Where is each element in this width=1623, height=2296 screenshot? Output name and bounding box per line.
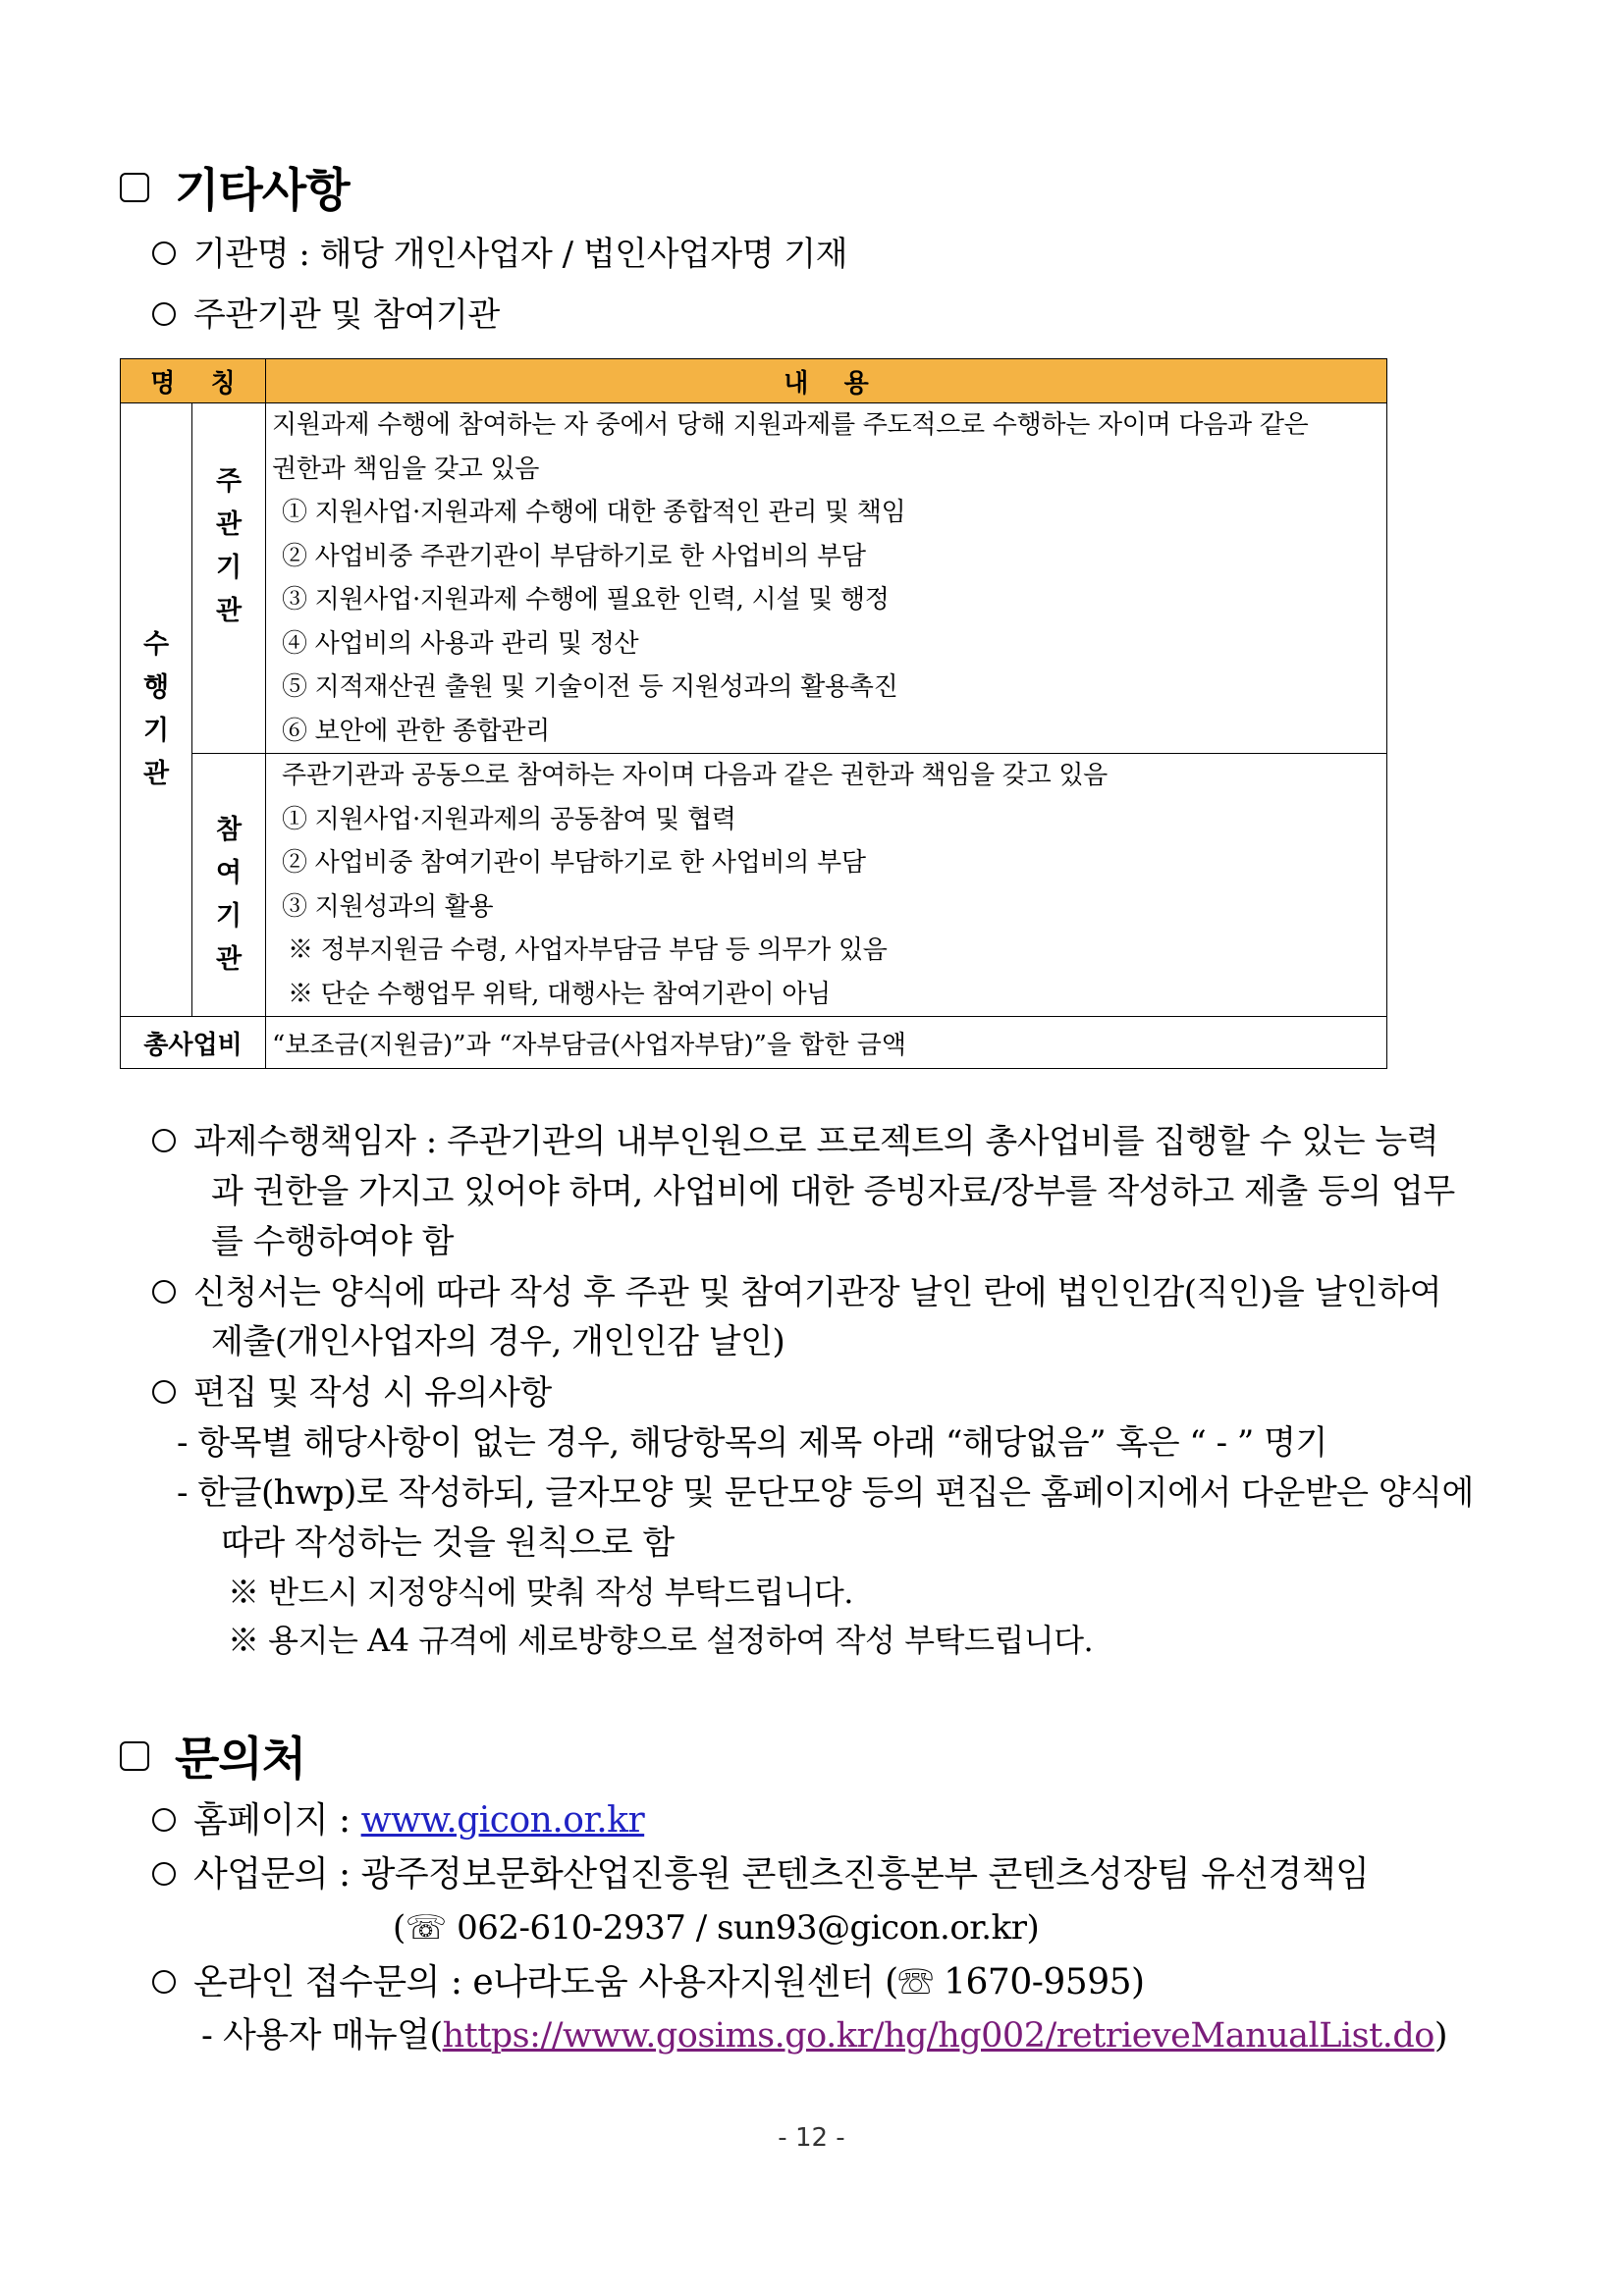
list-item: 과제수행책임자 : 주관기관의 내부인원으로 프로젝트의 총사업비를 집행할 수 있는 능력 — [152, 1125, 1438, 1158]
table-header-row — [121, 359, 1387, 403]
section-heading-contact — [120, 1723, 305, 1789]
participant-content-cell: 주관기관과 공동으로 참여하는 자이며 다음과 같은 권한과 책임을 갖고 있음 ① 지원사업·지원과제의 공동참여 및 협력 ② 사업비중 참여기관이 부담하기로 한 사업비의 부담 ③ 지원성과의 활용 ※ 정부지원금 수령, 사업자부담금 부담 등 의무가 있음 ※ 단순 수행업무 위탁, 대행사는 참여기관이 아님 — [266, 754, 1387, 1017]
dash-item-continuation: 따라 작성하는 것을 원칙으로 함 — [221, 1523, 675, 1563]
list-item-continuation: 를 수행하여야 함 — [211, 1222, 455, 1261]
list-item: 편집 및 작성 시 유의사항 — [152, 1376, 552, 1410]
manual-link[interactable]: https://www.gosims.go.kr/hg/hg002/retrieveManualList.do — [442, 2016, 1434, 2056]
list-item: 신청서는 양식에 따라 작성 후 주관 및 참여기관장 날인 란에 법인인감(직인)을 날인하여 — [152, 1276, 1441, 1309]
section-title: 문의처 — [175, 1733, 306, 1787]
circle-bullet-icon — [152, 302, 176, 326]
list-item: 주관기관 및 참여기관 — [152, 298, 500, 332]
header-content-cell: 내 용 — [266, 359, 1387, 403]
label-lead-institution: 주 관 기 관 — [192, 403, 266, 754]
list-item: 기관명 : 해당 개인사업자 / 법인사업자명 기재 — [152, 238, 847, 271]
contact-homepage: 홈페이지 : www.gicon.or.kr — [152, 1803, 644, 1839]
reference-note: ※ 용지는 A4 규격에 세로방향으로 설정하여 작성 부탁드립니다. — [228, 1622, 1094, 1659]
reference-note: ※ 반드시 지정양식에 맞춰 작성 부탁드립니다. — [228, 1574, 853, 1611]
manual-line: - 사용자 매뉴얼(https://www.gosims.go.kr/hg/hg002/retrieveManualList.do) — [201, 2016, 1447, 2056]
total-budget-text: “보조금(지원금)”과 “자부담금(사업자부담)”을 합한 금액 — [266, 1017, 1387, 1069]
business-contact-detail: (☏ 062-610-2937 / sun93@gicon.or.kr) — [393, 1908, 1040, 1948]
table-row — [121, 403, 1387, 754]
homepage-link[interactable]: www.gicon.or.kr — [360, 1800, 645, 1841]
circle-bullet-icon — [152, 1862, 176, 1886]
circle-bullet-icon — [152, 1280, 176, 1304]
label-participant-institution: 참 여 기 관 — [192, 754, 266, 1017]
dash-item: - 한글(hwp)로 작성하되, 글자모양 및 문단모양 등의 편집은 홈페이지에서 다운받은 양식에 — [177, 1473, 1474, 1513]
checkbox-square-icon — [120, 173, 149, 202]
contact-business: 사업문의 : 광주정보문화산업진흥원 콘텐츠진흥본부 콘텐츠성장팀 유선경책임 — [152, 1857, 1369, 1893]
list-item-continuation: 제출(개인사업자의 경우, 개인인감 날인) — [211, 1322, 785, 1362]
table-row — [121, 1017, 1387, 1069]
lead-content-cell: 지원과제 수행에 참여하는 자 중에서 당해 지원과제를 주도적으로 수행하는 자이며 다음과 같은 권한과 책임을 갖고 있음 ① 지원사업·지원과제 수행에 대한 종합적인 관리 및 책임 ② 사업비중 주관기관이 부담하기로 한 사업비의 부담 ③ 지원사업·지원과제 수행에 필요한 인력, 시설 및 행정 ④ 사업비의 사용과 관리 및 정산 ⑤ 지적재산권 출원 및 기술이전 등 지원성과의 활용촉진 ⑥ 보안에 관한 종합관리 — [266, 403, 1387, 754]
list-item-continuation: 과 권한을 가지고 있어야 하며, 사업비에 대한 증빙자료/장부를 작성하고 제출 등의 업무 — [211, 1172, 1455, 1211]
circle-bullet-icon — [152, 1129, 176, 1152]
header-name-cell: 명 칭 — [121, 359, 266, 403]
dash-item: - 항목별 해당사항이 없는 경우, 해당항목의 제목 아래 “해당없음” 혹은 “ - ” 명기 — [177, 1423, 1327, 1463]
circle-bullet-icon — [152, 1380, 176, 1404]
institution-table — [120, 358, 1387, 1069]
section-title: 기타사항 — [175, 164, 350, 218]
circle-bullet-icon — [152, 1808, 176, 1832]
table-row — [121, 754, 1387, 1017]
circle-bullet-icon — [152, 1970, 176, 1994]
contact-online: 온라인 접수문의 : e나라도움 사용자지원센터 (☏ 1670-9595) — [152, 1965, 1145, 2001]
section-heading-misc — [120, 154, 350, 220]
page-number: - 12 - — [778, 2123, 845, 2153]
total-budget-label: 총사업비 — [121, 1017, 266, 1069]
checkbox-square-icon — [120, 1741, 149, 1771]
circle-bullet-icon — [152, 241, 176, 265]
group-label-performing: 수 행 기 관 — [121, 403, 192, 1017]
